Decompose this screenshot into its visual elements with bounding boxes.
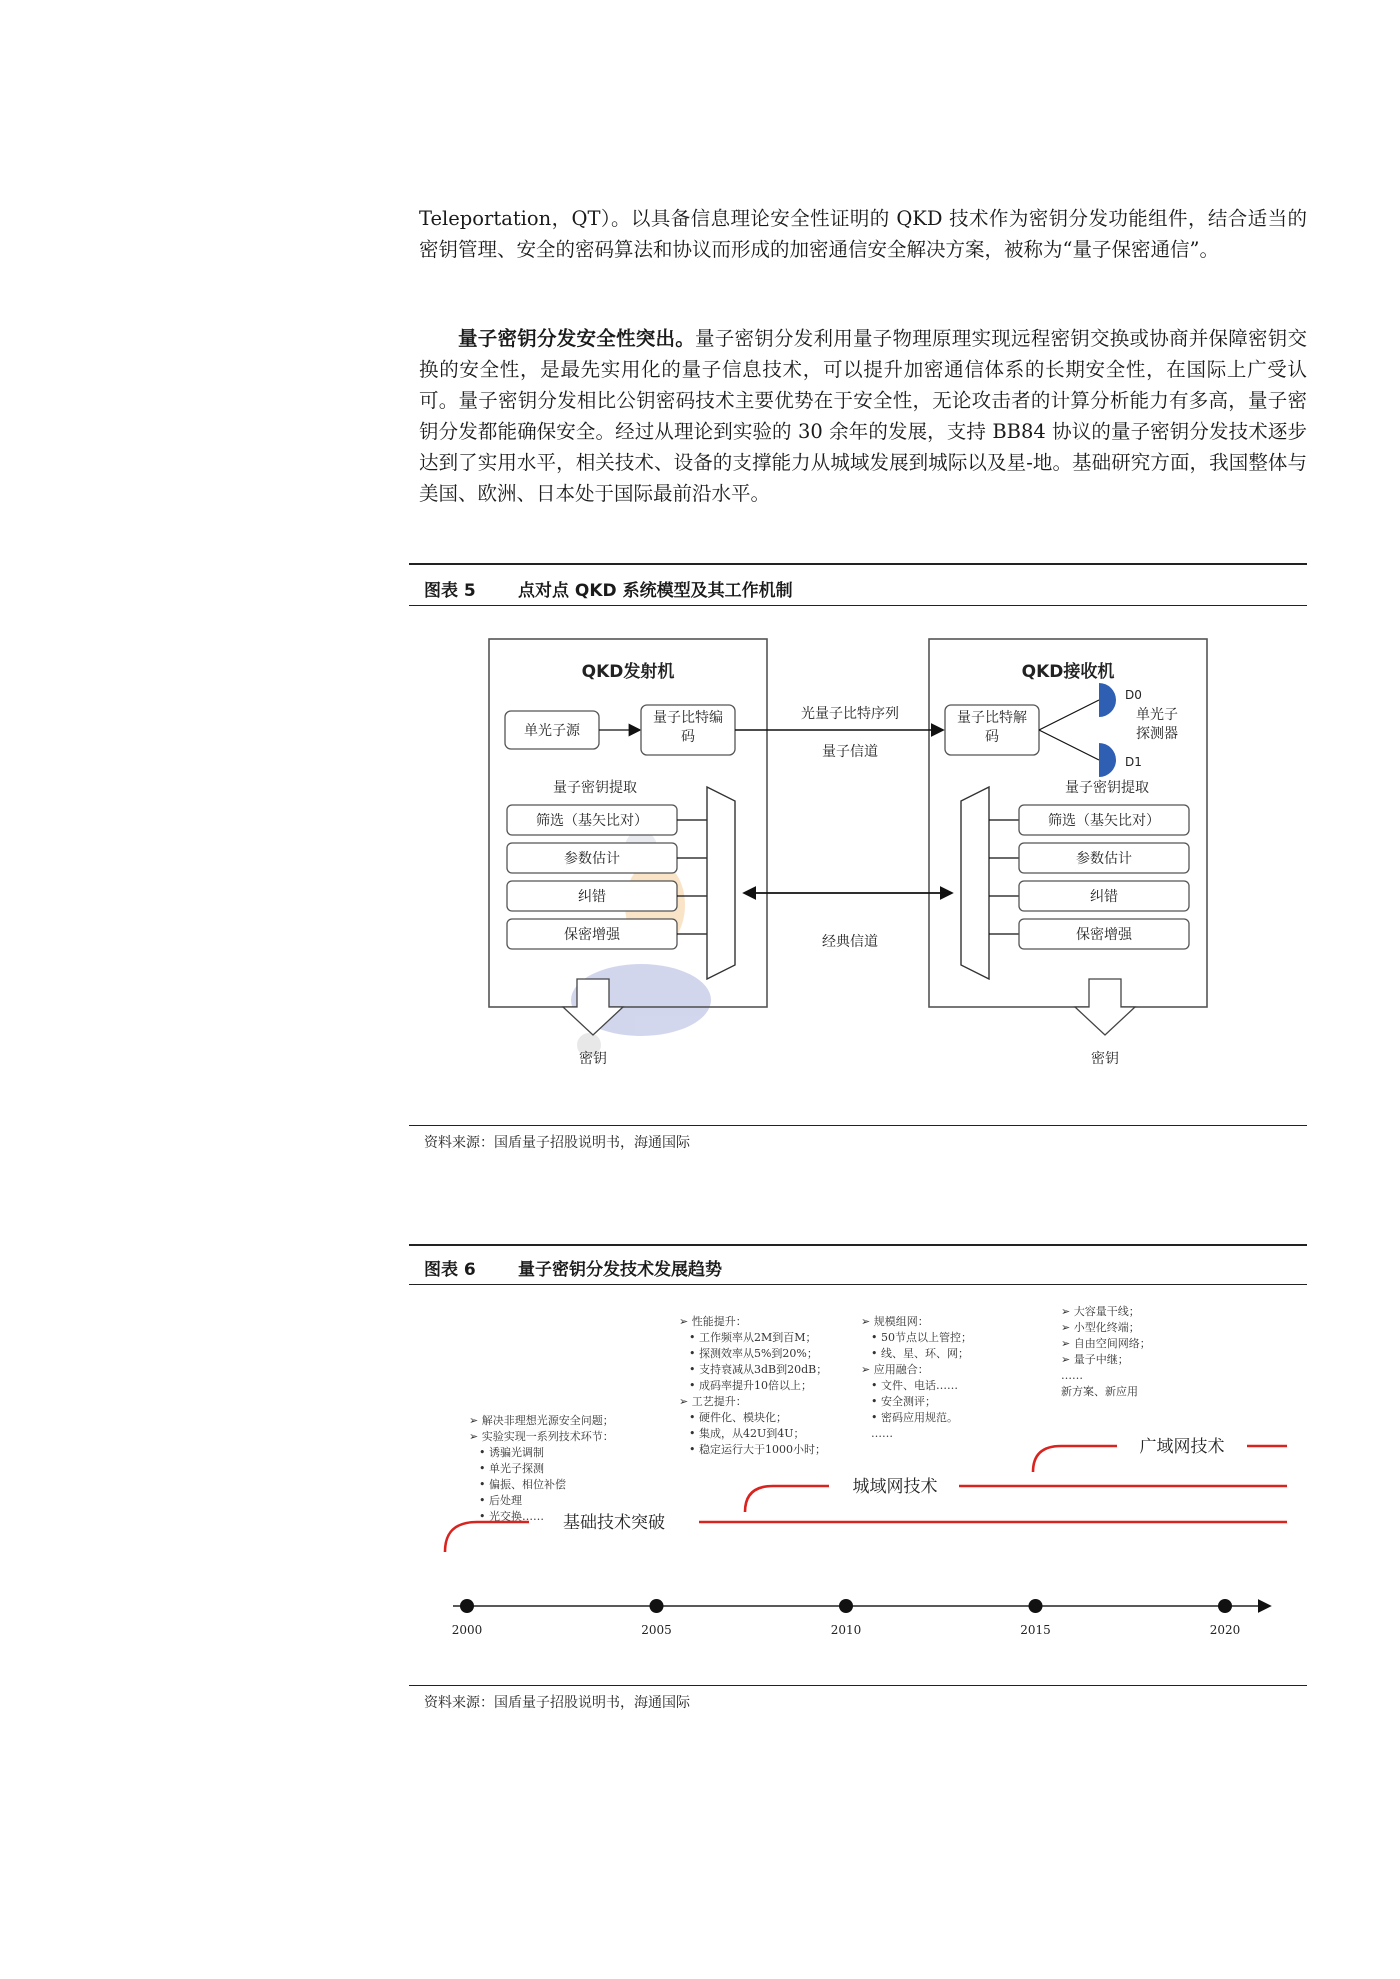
note-metro-line: ➢ 工艺提升： (679, 1395, 747, 1408)
stage-metro-curve (745, 1486, 773, 1512)
note-basic-line: • 单光子探测 (479, 1462, 544, 1475)
year-dot-2000 (460, 1599, 474, 1613)
note-metro-line: • 探测效率从5%到20%； (689, 1347, 818, 1360)
receiver-key-arrow (1075, 979, 1135, 1035)
note-scale (861, 1314, 972, 1440)
year-label-2015: 2015 (1020, 1623, 1051, 1637)
note-basic-line: ➢ 解决非理想光源安全问题； (469, 1414, 614, 1427)
transmitter-key-label: 密钥 (579, 1051, 607, 1067)
note-wide-line: ➢ 小型化终端； (1061, 1321, 1140, 1334)
detector-d1-label: D1 (1125, 755, 1142, 769)
note-basic-line: • 光交换…… (479, 1510, 544, 1523)
figure6-source: 资料来源：国盾量子招股说明书，海通国际 (424, 1695, 690, 1711)
note-scale-line: • 文件、电话…… (871, 1379, 958, 1392)
figure6-title-text: 量子密钥分发技术发展趋势 (518, 1260, 722, 1280)
note-scale-line: …… (871, 1427, 893, 1440)
transmitter-extraction-label: 量子密钥提取 (553, 780, 637, 796)
year-label-2005: 2005 (641, 1623, 672, 1637)
figure6-top-rule (409, 1244, 1307, 1246)
note-basic-line: • 偏振、相位补偿 (479, 1478, 566, 1491)
tx-step-estimate: 参数估计 (564, 851, 620, 867)
receiver-extraction-label: 量子密钥提取 (1065, 780, 1149, 796)
figure5-bottom-rule (409, 1125, 1307, 1126)
note-wide-line: ➢ 量子中继； (1061, 1353, 1129, 1366)
receiver-steps (989, 805, 1189, 949)
figure5-top-rule (409, 563, 1307, 565)
note-basic (469, 1413, 614, 1523)
figure6-mid-rule (409, 1284, 1307, 1285)
classical-channel-label: 经典信道 (822, 934, 878, 950)
note-metro-line: • 成码率提升10倍以上； (689, 1379, 812, 1392)
stage-wide (1033, 1437, 1287, 1472)
note-basic-line: ➢ 实验实现一系列技术环节： (469, 1430, 614, 1443)
note-scale-line: • 密码应用规范。 (871, 1411, 958, 1424)
year-label-2010: 2010 (830, 1623, 862, 1637)
note-scale-line: ➢ 规模组网： (861, 1315, 929, 1328)
transmitter-title: QKD发射机 (581, 662, 675, 682)
figure5-title (424, 576, 793, 601)
paragraph-2-lead: 量子密钥分发安全性突出。 (458, 327, 695, 350)
transmitter-mux (707, 787, 735, 979)
figure6-title (424, 1255, 722, 1280)
figure5-number: 图表 5 (424, 581, 476, 601)
year-marks (452, 1599, 1241, 1637)
stage-basic (445, 1512, 1287, 1552)
stage-basic-curve (445, 1522, 477, 1552)
paragraph-2 (419, 323, 1307, 509)
year-dot-2005 (650, 1599, 664, 1613)
note-metro-line: • 支持衰减从3dB到20dB； (689, 1363, 828, 1376)
stage-basic-label: 基础技术突破 (563, 1513, 665, 1533)
stage-metro (745, 1477, 1287, 1512)
detector-d0-icon (1099, 683, 1116, 717)
rx-step-sift: 筛选（基矢比对） (1048, 813, 1160, 829)
note-scale-line: • 50节点以上管控； (871, 1331, 972, 1344)
note-metro-line: • 稳定运行大于1000小时； (689, 1443, 826, 1456)
figure6-number: 图表 6 (424, 1260, 476, 1280)
note-wide-line: ➢ 大容量干线； (1061, 1305, 1140, 1318)
detector-label-line2: 探测器 (1136, 726, 1178, 742)
detector-d1-icon (1099, 743, 1116, 777)
stage-wide-curve (1033, 1446, 1061, 1472)
decoder-to-d0-line (1039, 700, 1099, 730)
tx-step-correct: 纠错 (578, 889, 606, 905)
note-metro-line: • 工作频率从2M到百M； (689, 1331, 817, 1344)
figure5-source: 资料来源：国盾量子招股说明书，海通国际 (424, 1135, 690, 1151)
detector-label-line1: 单光子 (1136, 707, 1178, 723)
stage-metro-label: 城域网技术 (852, 1477, 938, 1497)
note-scale-line: ➢ 应用融合： (861, 1363, 929, 1376)
rx-step-correct: 纠错 (1090, 889, 1118, 905)
receiver-mux (961, 787, 989, 979)
decoder-label: 量子比特解码 (957, 710, 1027, 745)
rx-step-amplify: 保密增强 (1076, 927, 1132, 943)
paragraph-1: Teleportation，QT）。以具备信息理论安全性证明的 QKD 技术作为密钥分发功能组件，结合适当的密钥管理、安全的密码算法和协议而形成的加密通信安全解决方案，被称为“量子保密通信”。 (419, 207, 1307, 261)
note-wide-line: 新方案、新应用 (1061, 1385, 1138, 1398)
quantum-sequence-label: 光量子比特序列 (801, 706, 899, 722)
receiver-key-label: 密钥 (1091, 1051, 1119, 1067)
note-wide (1061, 1304, 1151, 1398)
year-dot-2020 (1218, 1599, 1232, 1613)
note-wide-line: ➢ 自由空间网络； (1061, 1337, 1151, 1350)
quantum-channel-label: 量子信道 (822, 744, 878, 760)
year-dot-2015 (1029, 1599, 1043, 1613)
note-basic-line: • 后处理 (479, 1494, 522, 1507)
note-scale-line: • 安全测评； (871, 1395, 936, 1408)
note-metro (679, 1314, 827, 1456)
tx-step-sift: 筛选（基矢比对） (536, 813, 648, 829)
qkd-trend-timeline (409, 1290, 1307, 1676)
tx-step-amplify: 保密增强 (564, 927, 620, 943)
note-metro-line: ➢ 性能提升： (679, 1315, 747, 1328)
note-basic-line: • 诱骗光调制 (479, 1446, 544, 1459)
figure5-title-text: 点对点 QKD 系统模型及其工作机制 (518, 581, 793, 601)
note-scale-line: • 线、星、环、网； (871, 1347, 969, 1360)
qkd-system-diagram (409, 615, 1307, 1115)
year-label-2020: 2020 (1209, 1623, 1241, 1637)
decoder-to-d1-line (1039, 730, 1099, 760)
encoder-label: 量子比特编码 (653, 710, 723, 745)
year-label-2000: 2000 (451, 1623, 483, 1637)
paragraph-2-body: 量子密钥分发利用量子物理原理实现远程密钥交换或协商并保障密钥交换的安全性，是最先实用化的量子信息技术，可以提升加密通信体系的长期安全性，在国际上广受认可。量子密钥分发相比公钥密码技术主要优势在于安全性，无论攻击者的计算分析能力有多高，量子密钥分发都能确保安全。经过从理论到实验的 30 余年的发展，支持 BB84 协议的量子密钥分发技术逐步达到了实用水平，相关技术、设备的支撑能力从城域发展到城际以及星-地。基础研究方面，我国整体与美国、欧洲、日本处于国际最前沿水平。 (419, 327, 1307, 505)
figure5-mid-rule (409, 605, 1307, 606)
single-photon-source-label: 单光子源 (524, 723, 580, 739)
year-dot-2010 (839, 1599, 853, 1613)
rx-step-estimate: 参数估计 (1076, 851, 1132, 867)
stage-wide-label: 广域网技术 (1139, 1437, 1225, 1457)
note-metro-line: • 集成，从42U到4U； (689, 1427, 805, 1440)
detector-d0-label: D0 (1125, 688, 1142, 702)
note-wide-line: …… (1061, 1369, 1083, 1382)
receiver-title: QKD接收机 (1021, 662, 1115, 682)
figure6-bottom-rule (409, 1685, 1307, 1686)
note-metro-line: • 硬件化、模块化； (689, 1411, 787, 1424)
